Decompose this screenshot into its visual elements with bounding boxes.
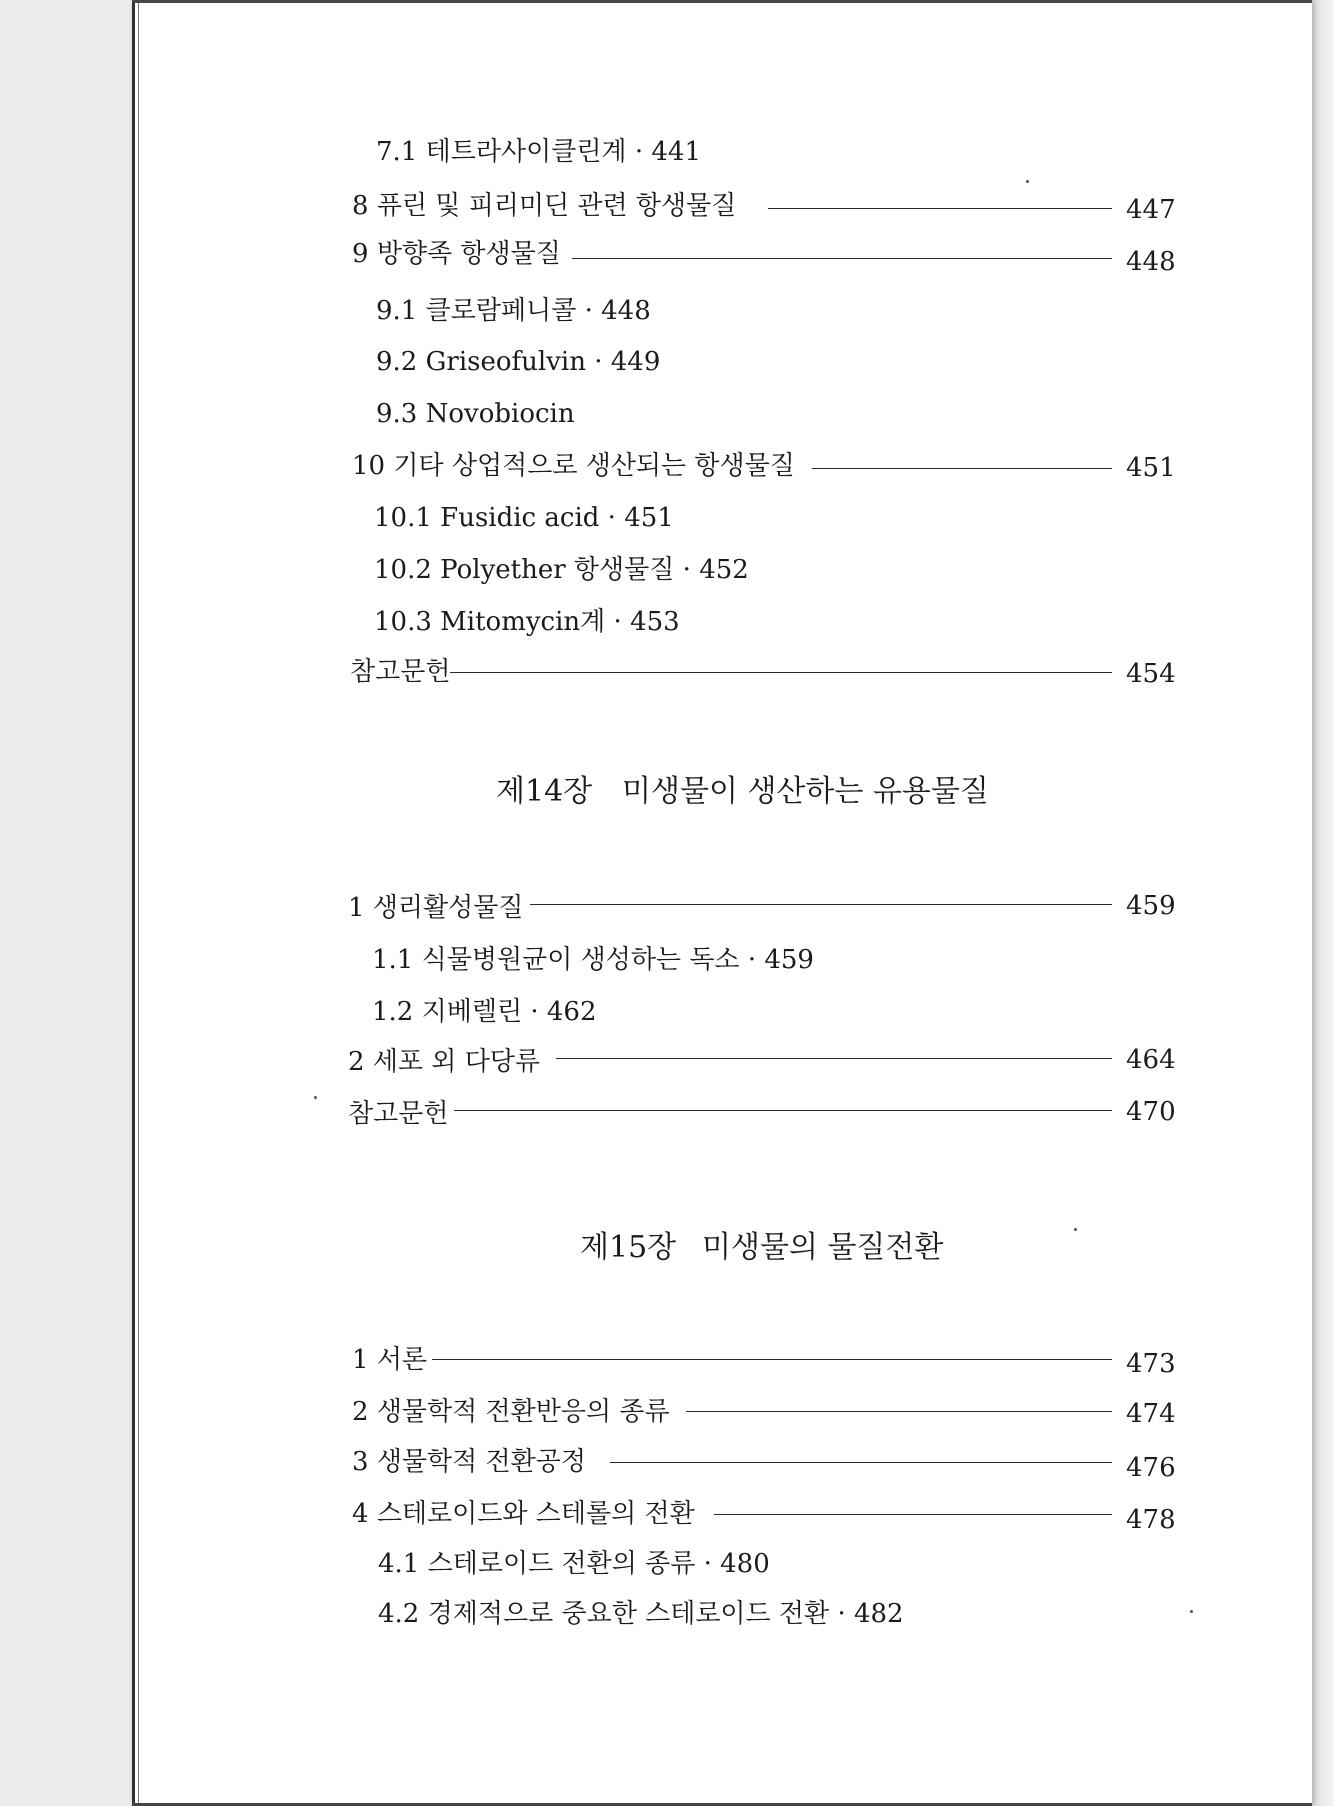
- entry-page: 447: [1126, 195, 1176, 225]
- toc-entry-14-2[interactable]: [132, 1042, 1312, 1082]
- separator: ·: [594, 347, 603, 377]
- entry-page: 453: [630, 607, 680, 637]
- toc-entry-9[interactable]: [132, 234, 1312, 277]
- entry-title: 경제적으로 중요한 스테로이드 전환: [427, 1599, 830, 1629]
- entry-number: 10.3: [374, 607, 432, 637]
- dot-leader: [572, 258, 1112, 259]
- chapter-title: 미생물이 생산하는 유용물질: [622, 774, 989, 809]
- toc-entry-14-1-1[interactable]: [132, 940, 1312, 980]
- toc-entry-15-1[interactable]: [132, 1340, 1312, 1380]
- toc-entry-9-1[interactable]: [132, 291, 1312, 331]
- entry-page: 478: [1126, 1505, 1176, 1535]
- toc-entry-10-3[interactable]: [132, 602, 1312, 642]
- entry-page: 482: [853, 1599, 904, 1629]
- entry-page: 480: [720, 1549, 770, 1579]
- toc-entry-15-4-2[interactable]: [132, 1594, 1312, 1634]
- toc-entry-14-1[interactable]: [132, 888, 1312, 928]
- entry-number: 8: [352, 191, 369, 221]
- entry-title: 스테로이드 전환의 종류: [427, 1549, 696, 1579]
- toc-entry-references-13[interactable]: [132, 652, 1312, 692]
- entry-page: 464: [1126, 1045, 1176, 1075]
- dot-leader: [530, 904, 1112, 905]
- toc-entry-10-1[interactable]: [132, 498, 1312, 538]
- entry-page: 470: [1126, 1097, 1176, 1127]
- chapter-label: 제14장: [496, 774, 593, 809]
- page-left-edge-inner: [138, 0, 139, 1806]
- separator: ·: [747, 945, 757, 975]
- dot-leader: [556, 1058, 1112, 1059]
- entry-title: 서론: [376, 1345, 428, 1375]
- entry-page: 473: [1126, 1349, 1176, 1379]
- entry-number: 2: [348, 1047, 365, 1077]
- dot-leader: [610, 1462, 1112, 1463]
- entry-title: Polyether 항생물질: [440, 555, 675, 585]
- entry-number: 4.1: [378, 1549, 420, 1579]
- entry-title: 세포 외 다당류: [372, 1047, 541, 1077]
- toc-entry-15-3[interactable]: [132, 1442, 1312, 1482]
- scan-speck: [1074, 1228, 1077, 1231]
- scan-speck: [314, 1096, 317, 1099]
- entry-title: Novobiocin: [425, 399, 575, 429]
- entry-number: 1: [352, 1345, 369, 1375]
- entry-title: 방향족 항생물질: [376, 239, 561, 269]
- page-top-edge: [132, 0, 1312, 3]
- entry-number: 2: [352, 1397, 369, 1427]
- entry-title: 스테로이드와 스테롤의 전환: [376, 1499, 695, 1529]
- chapter-15-heading[interactable]: [132, 1226, 1312, 1270]
- separator: ·: [613, 607, 622, 637]
- entry-title: Griseofulvin: [425, 347, 586, 377]
- dot-leader: [454, 1110, 1112, 1111]
- entry-number: 7.1: [376, 137, 418, 167]
- toc-entry-references-14[interactable]: [132, 1094, 1312, 1134]
- chapter-title: 미생물의 물질전환: [702, 1230, 944, 1265]
- entry-page: 441: [651, 137, 701, 167]
- chapter-label: 제15장: [580, 1230, 677, 1265]
- entry-page: 449: [610, 347, 661, 377]
- toc-entry-8[interactable]: [132, 186, 1312, 226]
- entry-page: 448: [1126, 247, 1176, 277]
- entry-title: 지베렐린: [421, 997, 523, 1027]
- toc-entry-10-2[interactable]: [132, 550, 1312, 590]
- entry-number: 9.2: [376, 347, 418, 377]
- toc-entry-10[interactable]: [132, 446, 1312, 486]
- dot-leader: [432, 1359, 1112, 1360]
- toc-entry-9-3[interactable]: [132, 394, 1312, 434]
- dot-leader: [768, 208, 1112, 209]
- separator: ·: [607, 503, 616, 533]
- toc-entry-7-1[interactable]: [132, 132, 1312, 172]
- entry-page: 451: [1126, 453, 1176, 483]
- toc-entry-15-4[interactable]: [132, 1494, 1312, 1534]
- entry-number: 4: [352, 1499, 369, 1529]
- entry-number: 9: [352, 239, 369, 269]
- separator: ·: [584, 296, 593, 326]
- entry-number: 9.3: [376, 399, 418, 429]
- separator: ·: [682, 555, 691, 585]
- entry-page: 452: [699, 555, 749, 585]
- entry-title: 클로람페니콜: [425, 296, 577, 326]
- entry-title: 생물학적 전환공정: [376, 1447, 587, 1477]
- dot-leader: [714, 1514, 1112, 1515]
- entry-title: 생물학적 전환반응의 종류: [376, 1397, 670, 1427]
- entry-title: 기타 상업적으로 생산되는 항생물질: [393, 451, 795, 481]
- toc-entry-15-2[interactable]: [132, 1392, 1312, 1432]
- toc-entry-9-2[interactable]: [132, 342, 1312, 382]
- entry-number: 9.1: [376, 296, 418, 326]
- entry-number: 10: [352, 451, 386, 481]
- entry-title: Mitomycin계: [440, 607, 606, 637]
- chapter-14-heading[interactable]: [132, 770, 1312, 814]
- entry-title: 테트라사이클린계: [425, 137, 627, 167]
- entry-number: 10.1: [374, 503, 432, 533]
- toc-entry-15-4-1[interactable]: [132, 1544, 1312, 1584]
- entry-page: 448: [601, 296, 651, 326]
- entry-title: 퓨린 및 피리미딘 관련 항생물질: [376, 191, 737, 221]
- toc-entry-14-1-2[interactable]: [132, 992, 1312, 1032]
- entry-number: 3: [352, 1447, 369, 1477]
- entry-number: 1.2: [372, 997, 414, 1027]
- scan-speck: [1190, 1610, 1193, 1613]
- entry-title: 참고문헌: [350, 657, 451, 687]
- scan-speck: [1026, 180, 1029, 183]
- entry-page: 462: [546, 997, 597, 1027]
- entry-page: 474: [1126, 1399, 1176, 1429]
- entry-number: 4.2: [378, 1599, 420, 1629]
- book-page: [132, 0, 1312, 1806]
- dot-leader: [812, 468, 1112, 469]
- entry-number: 1.1: [372, 945, 414, 975]
- separator: ·: [634, 137, 644, 167]
- entry-title: 식물병원균이 생성하는 독소: [421, 945, 740, 975]
- entry-title: Fusidic acid: [440, 503, 600, 533]
- entry-page: 454: [1126, 659, 1176, 689]
- entry-number: 10.2: [374, 555, 432, 585]
- entry-page: 459: [764, 945, 814, 975]
- dot-leader: [450, 672, 1112, 673]
- page-left-edge: [132, 0, 135, 1806]
- separator: ·: [703, 1549, 712, 1579]
- entry-page: 476: [1126, 1453, 1176, 1483]
- separator: ·: [530, 997, 539, 1027]
- separator: ·: [837, 1599, 846, 1629]
- entry-page: 451: [624, 503, 674, 533]
- entry-title: 생리활성물질: [372, 893, 524, 923]
- entry-number: 1: [348, 893, 365, 923]
- entry-title: 참고문헌: [348, 1099, 449, 1129]
- dot-leader: [686, 1411, 1112, 1412]
- entry-page: 459: [1126, 891, 1176, 921]
